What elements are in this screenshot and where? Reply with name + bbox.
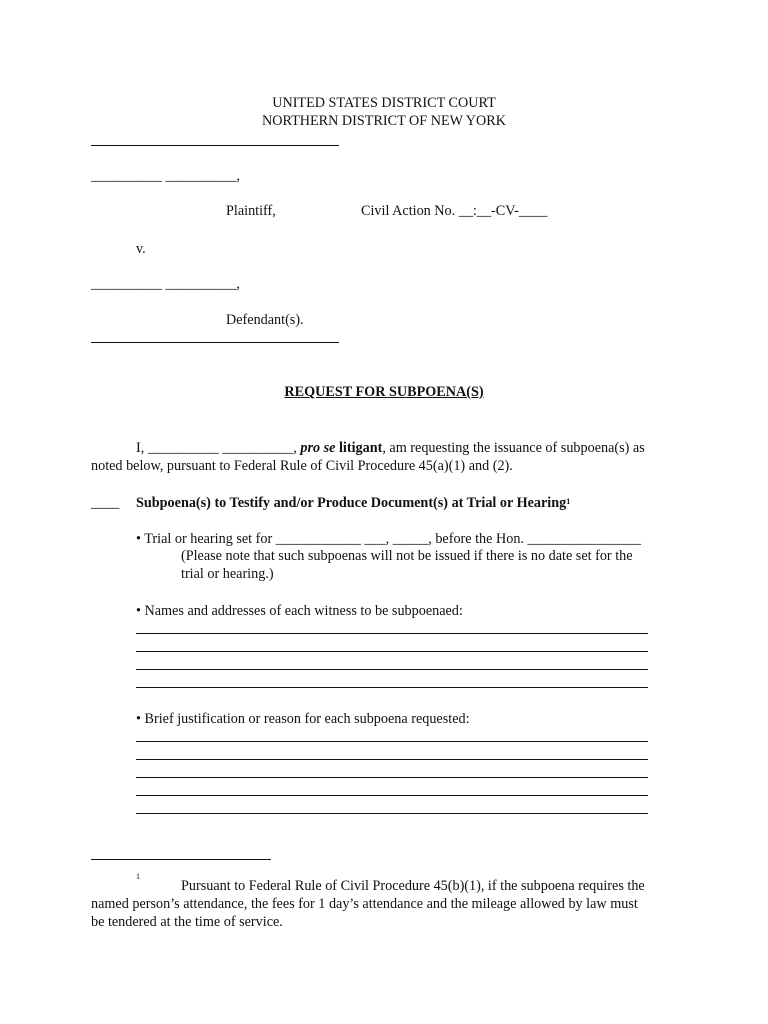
court-name: UNITED STATES DISTRICT COURT xyxy=(272,95,496,111)
footnote-mark: 1 xyxy=(136,872,140,881)
intro-prefix: I, __________ __________, xyxy=(136,440,301,456)
footnote-separator xyxy=(91,859,271,860)
defendant-name-blank: __________ __________, xyxy=(91,276,240,292)
intro-line-1 xyxy=(136,439,645,457)
section-checkbox-blank: ____ xyxy=(91,495,120,511)
caption-rule-bottom xyxy=(91,342,339,343)
witness-label: • Names and addresses of each witness to be subpoenaed: xyxy=(136,603,463,619)
trial-note-line-1: (Please note that such subpoenas will not be issued if there is no date set for the xyxy=(181,548,633,564)
footnote-line-2: named person’s attendance, the fees for 1 day’s attendance and the mileage allowed by law must xyxy=(91,896,638,912)
witness-blank-line xyxy=(136,633,648,634)
footnote-line-3: be tendered at the time of service. xyxy=(91,914,283,930)
pro-se-text: pro se xyxy=(300,440,336,456)
document-title: REQUEST FOR SUBPOENA(S) xyxy=(284,384,484,400)
witness-blank-line xyxy=(136,651,648,652)
trial-note-line-2: trial or hearing.) xyxy=(181,566,274,582)
defendant-label: Defendant(s). xyxy=(226,312,304,328)
section-heading xyxy=(136,494,570,512)
trial-date-line: • Trial or hearing set for ____________ ___, _____, before the Hon. ________________ xyxy=(136,531,642,547)
district-name: NORTHERN DISTRICT OF NEW YORK xyxy=(261,113,507,129)
justification-blank-line xyxy=(136,813,648,814)
justification-label: • Brief justification or reason for each subpoena requested: xyxy=(136,711,470,727)
civil-action-number: Civil Action No. __:__-CV-____ xyxy=(361,203,548,219)
justification-blank-line xyxy=(136,795,648,796)
intro-line-2: noted below, pursuant to Federal Rule of Civil Procedure 45(a)(1) and (2). xyxy=(91,458,513,474)
justification-blank-line xyxy=(136,741,648,742)
versus-label: v. xyxy=(136,241,146,257)
litigant-text: litigant xyxy=(335,440,383,456)
intro-suffix: , am requesting the issuance of subpoena(s) as xyxy=(382,440,645,456)
justification-blank-line xyxy=(136,759,648,760)
plaintiff-label: Plaintiff, xyxy=(226,203,276,219)
section-heading-text: Subpoena(s) to Testify and/or Produce Document(s) at Trial or Hearing xyxy=(136,495,567,511)
footnote-reference: 1 xyxy=(566,497,571,506)
caption-rule-top xyxy=(91,145,339,146)
witness-blank-line xyxy=(136,687,648,688)
plaintiff-name-blank: __________ __________, xyxy=(91,168,240,184)
witness-blank-line xyxy=(136,669,648,670)
footnote-line-1: Pursuant to Federal Rule of Civil Procedure 45(b)(1), if the subpoena requires the xyxy=(181,878,645,894)
justification-blank-line xyxy=(136,777,648,778)
